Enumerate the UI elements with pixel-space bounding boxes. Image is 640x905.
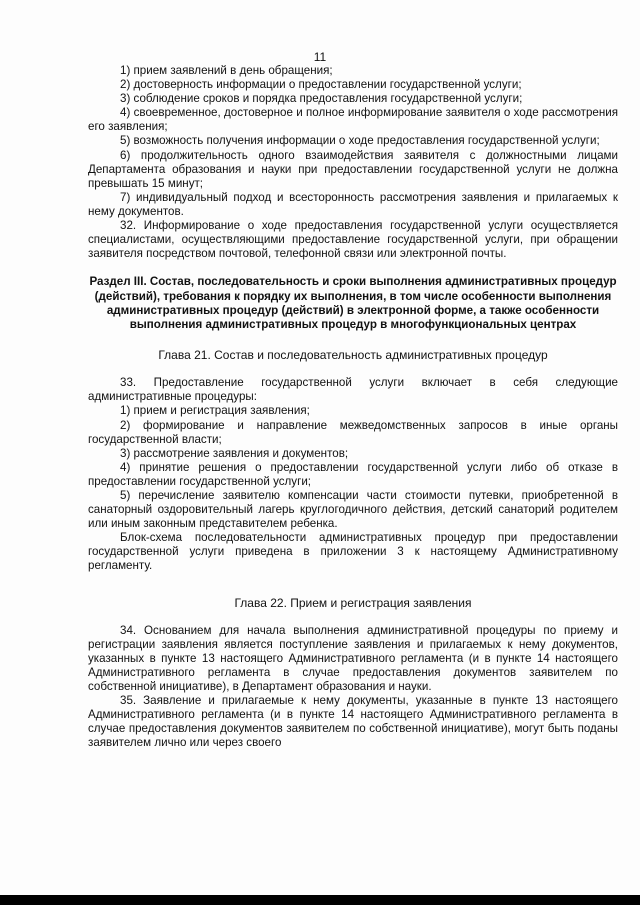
list-item: 3) соблюдение сроков и порядка предоставления государственной услуги; <box>120 92 523 106</box>
chapter-21-title: Глава 21. Состав и последовательность административных процедур <box>158 348 548 363</box>
list-item: 4) принятие решения о предоставлении государственной услуги либо об отказе в предоставлении государственной услуги; <box>88 460 618 488</box>
list-item: 7) индивидуальный подход и всесторонность рассмотрения заявления и прилагаемых к нему документов. <box>88 190 618 218</box>
flowchart-reference: Блок-схема последовательности административных процедур при предоставлении государственной услуги приведена в приложении 3 к настоящему Административному регламенту. <box>88 531 618 573</box>
list-item: 3) рассмотрение заявления и документов; <box>120 446 349 460</box>
list-item: 2) достоверность информации о предоставлении государственной услуги; <box>120 78 522 92</box>
list-item: 5) перечисление заявителю компенсации части стоимости путевки, приобретенной в санаторный оздоровительный лагерь круглогодичного действия, детский санаторий родителем или иным законным представителем ребенка. <box>88 488 618 531</box>
list-item: 4) своевременное, достоверное и полное информирование заявителя о ходе рассмотрения его заявления; <box>88 106 618 134</box>
list-item: 1) прием заявлений в день обращения; <box>120 64 333 77</box>
page-number: 11 <box>313 50 327 64</box>
list-item: 6) продолжительность одного взаимодействия заявителя с должностными лицами Департамента образования и науки при предоставлении государственной услуги не должна превышать 15 минут; <box>88 148 618 190</box>
page-content <box>88 64 618 750</box>
list-item: 1) прием и регистрация заявления; <box>120 404 310 418</box>
scan-border <box>0 895 640 905</box>
paragraph-35: 35. Заявление и прилагаемые к нему документы, указанные в пункте 13 настоящего Административного регламента (и в пункте 14 настоящего Административного регламента в случае предоставления документов заявителем по собственной инициативе), могут быть поданы заявителем лично или через своего <box>88 694 618 750</box>
chapter-22-title: Глава 22. Прием и регистрация заявления <box>234 595 472 610</box>
paragraph-32: 32. Информирование о ходе предоставления государственной услуги осуществляется специалистами, осуществляющими предоставление государственной услуги, при обращении заявителя посредством почтовой, телефонной связи или электронной почты. <box>88 219 618 261</box>
list-item: 2) формирование и направление межведомственных запросов в иные органы государственной власти; <box>88 418 618 446</box>
paragraph-34: 34. Основанием для начала выполнения административной процедуры по приему и регистрации заявления является поступление заявления и прилагаемых к нему документов, указанных в пункте 13 настоящего Административного регламента (и в пункте 14 настоящего Административного регламента в случае предоставления документов заявителем по собственной инициативе), в Департамент образования и науки. <box>88 623 618 693</box>
list-item: 5) возможность получения информации о ходе предоставления государственной услуги; <box>120 134 600 148</box>
section-heading: Раздел III. Состав, последовательность и сроки выполнения административных процедур (действий), требования к порядку их выполнения, в том числе особенности выполнения административных процедур (действий) в электронной форме, а также особенности выполнения административных процедур в многофункциональных центрах <box>89 275 617 331</box>
paragraph-33: 33. Предоставление государственной услуги включает в себя следующие административные процедуры: <box>88 376 618 404</box>
